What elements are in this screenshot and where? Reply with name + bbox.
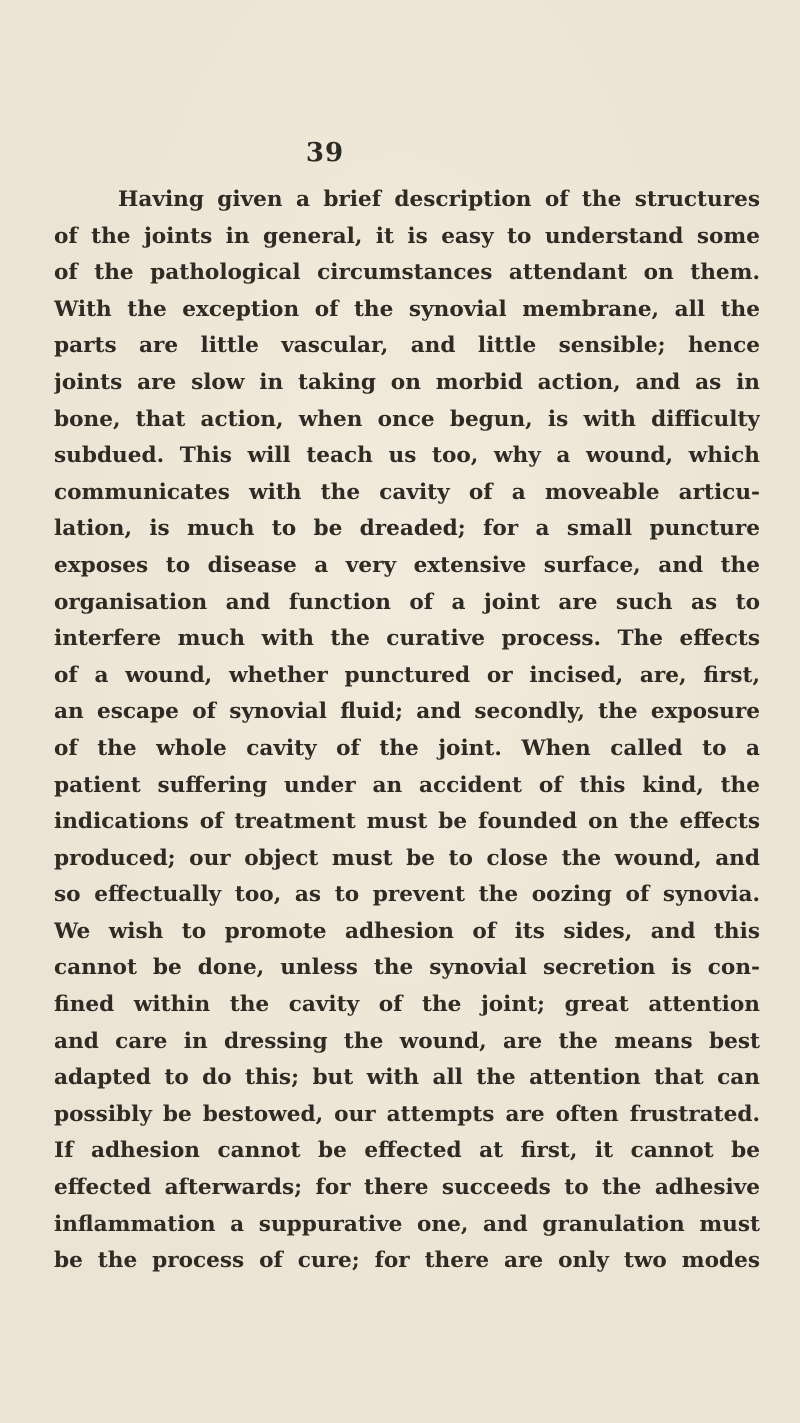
text-line: be the process of cure; for there are only two modes: [54, 1248, 760, 1274]
text-line: fined within the cavity of the joint; great attention: [54, 992, 760, 1018]
text-line: of the joints in general, it is easy to understand some: [54, 223, 760, 249]
text-line: organisation and function of a joint are such as to: [54, 589, 760, 615]
text-line: cannot be done, unless the synovial secretion is con-: [54, 955, 760, 981]
text-line: produced; our object must be to close the wound, and: [54, 845, 760, 871]
text-line: patient suffering under an accident of this kind, the: [54, 772, 760, 798]
page-number-text: 39: [305, 138, 345, 168]
text-line: inflammation a suppurative one, and granulation must: [54, 1211, 760, 1237]
text-line: of a wound, whether punctured or incised, are, first,: [54, 662, 760, 688]
text-line: We wish to promote adhesion of its sides, and this: [54, 918, 760, 944]
text-line: bone, that action, when once begun, is with difficulty: [54, 406, 760, 432]
text-line: joints are slow in taking on morbid action, and as in: [54, 369, 760, 395]
text-line: indications of treatment must be founded on the effects: [54, 809, 760, 835]
text-line: Having given a brief description of the structures: [118, 187, 760, 212]
text-line: communicates with the cavity of a moveable articu-: [54, 479, 760, 505]
text-line: parts are little vascular, and little sensible; hence: [54, 333, 760, 359]
text-line: lation, is much to be dreaded; for a small puncture: [54, 516, 760, 542]
text-line: exposes to disease a very extensive surface, and the: [54, 552, 760, 578]
text-line: and care in dressing the wound, are the means best: [54, 1028, 760, 1054]
text-line: interfere much with the curative process. The effects: [54, 626, 760, 652]
body-paragraph: [54, 182, 760, 1280]
page-number: [0, 138, 800, 168]
text-line: adapted to do this; but with all the attention that can: [54, 1065, 760, 1091]
text-line: an escape of synovial fluid; and secondly, the exposure: [54, 699, 760, 725]
text-line: If adhesion cannot be effected at first, it cannot be: [54, 1138, 760, 1164]
text-line: so effectually too, as to prevent the oozing of synovia.: [54, 882, 760, 908]
text-line: With the exception of the synovial membrane, all the: [54, 296, 760, 322]
text-line: of the pathological circumstances attendant on them.: [54, 260, 760, 286]
text-line: effected afterwards; for there succeeds to the adhesive: [54, 1175, 760, 1201]
text-line: subdued. This will teach us too, why a wound, which: [54, 443, 760, 469]
text-line: possibly be bestowed, our attempts are often frustrated.: [54, 1101, 760, 1127]
text-line: of the whole cavity of the joint. When called to a: [54, 735, 760, 761]
